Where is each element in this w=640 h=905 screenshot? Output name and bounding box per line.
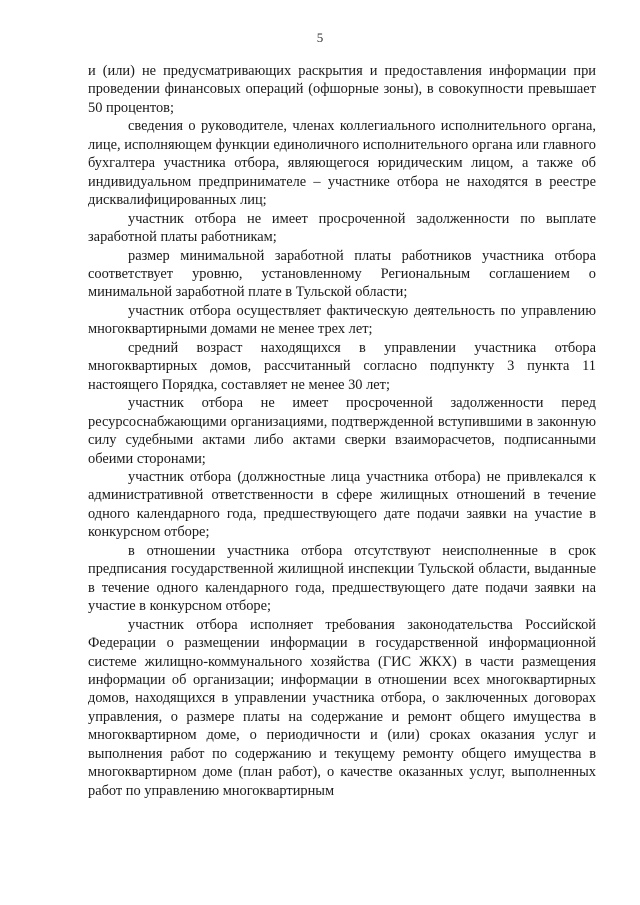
- paragraph: и (или) не предусматривающих раскрытия и предоставления информации при проведении финансовых операций (офшорные зоны), в совокупности превышает 50 процентов;: [88, 63, 596, 116]
- document-body: [88, 62, 596, 800]
- paragraph: участник отбора осуществляет фактическую деятельность по управлению многоквартирными домами не менее трех лет;: [88, 302, 596, 338]
- paragraph: средний возраст находящихся в управлении участника отбора многоквартирных домов, рассчитанный согласно подпункту 3 пункта 11 настоящего Порядка, составляет не менее 30 лет;: [88, 339, 596, 393]
- paragraph: участник отбора не имеет просроченной задолженности перед ресурсоснабжающими организациями, подтвержденной вступившими в законную силу судебными актами либо актами сверки взаиморасчетов, подписанными обеими сторонами;: [88, 395, 596, 467]
- paragraph: в отношении участника отбора отсутствуют неисполненные в срок предписания государственной жилищной инспекции Тульской области, выданные в течение одного календарного года, предшествующего дате подачи заявки на участие в конкурсном отборе;: [88, 542, 596, 615]
- paragraph: участник отбора (должностные лица участника отбора) не привлекался к административной ответственности в сфере жилищных отношений в течение одного календарного года, предшествующего дате подачи заявки на участие в конкурсном отборе;: [88, 468, 596, 541]
- paragraph: сведения о руководителе, членах коллегиального исполнительного органа, лице, исполняющем функции единоличного исполнительного органа или главного бухгалтера участника отбора, являющегося юридическим лицом, а также об индивидуальном предпринимателе – участнике отбора не находятся в реестре дисквалифицированных лиц;: [88, 118, 596, 209]
- paragraph: участник отбора исполняет требования законодательства Российской Федерации о размещении информации в государственной информационной системе жилищно-коммунального хозяйства (ГИС ЖКХ) в части размещения информации об организации; информации в отношении всех многоквартирных домов, находящихся в управлении участника отбора, о заключенных договорах управления, о размере платы на содержание и ремонт общего имущества в многоквартирном доме, о периодичности и (или) сроках оказания услуг и выполнения работ по содержанию и текущему ремонту общего имущества в многоквартирном доме (план работ), о качестве оказанных услуг, выполненных работ по управлению многоквартирным: [88, 616, 596, 799]
- paragraph: размер минимальной заработной платы работников участника отбора соответствует уровню, установленному Региональным соглашением о минимальной заработной плате в Тульской области;: [88, 247, 596, 301]
- paragraph: участник отбора не имеет просроченной задолженности по выплате заработной платы работникам;: [88, 210, 596, 246]
- page-number: 5: [316, 30, 324, 45]
